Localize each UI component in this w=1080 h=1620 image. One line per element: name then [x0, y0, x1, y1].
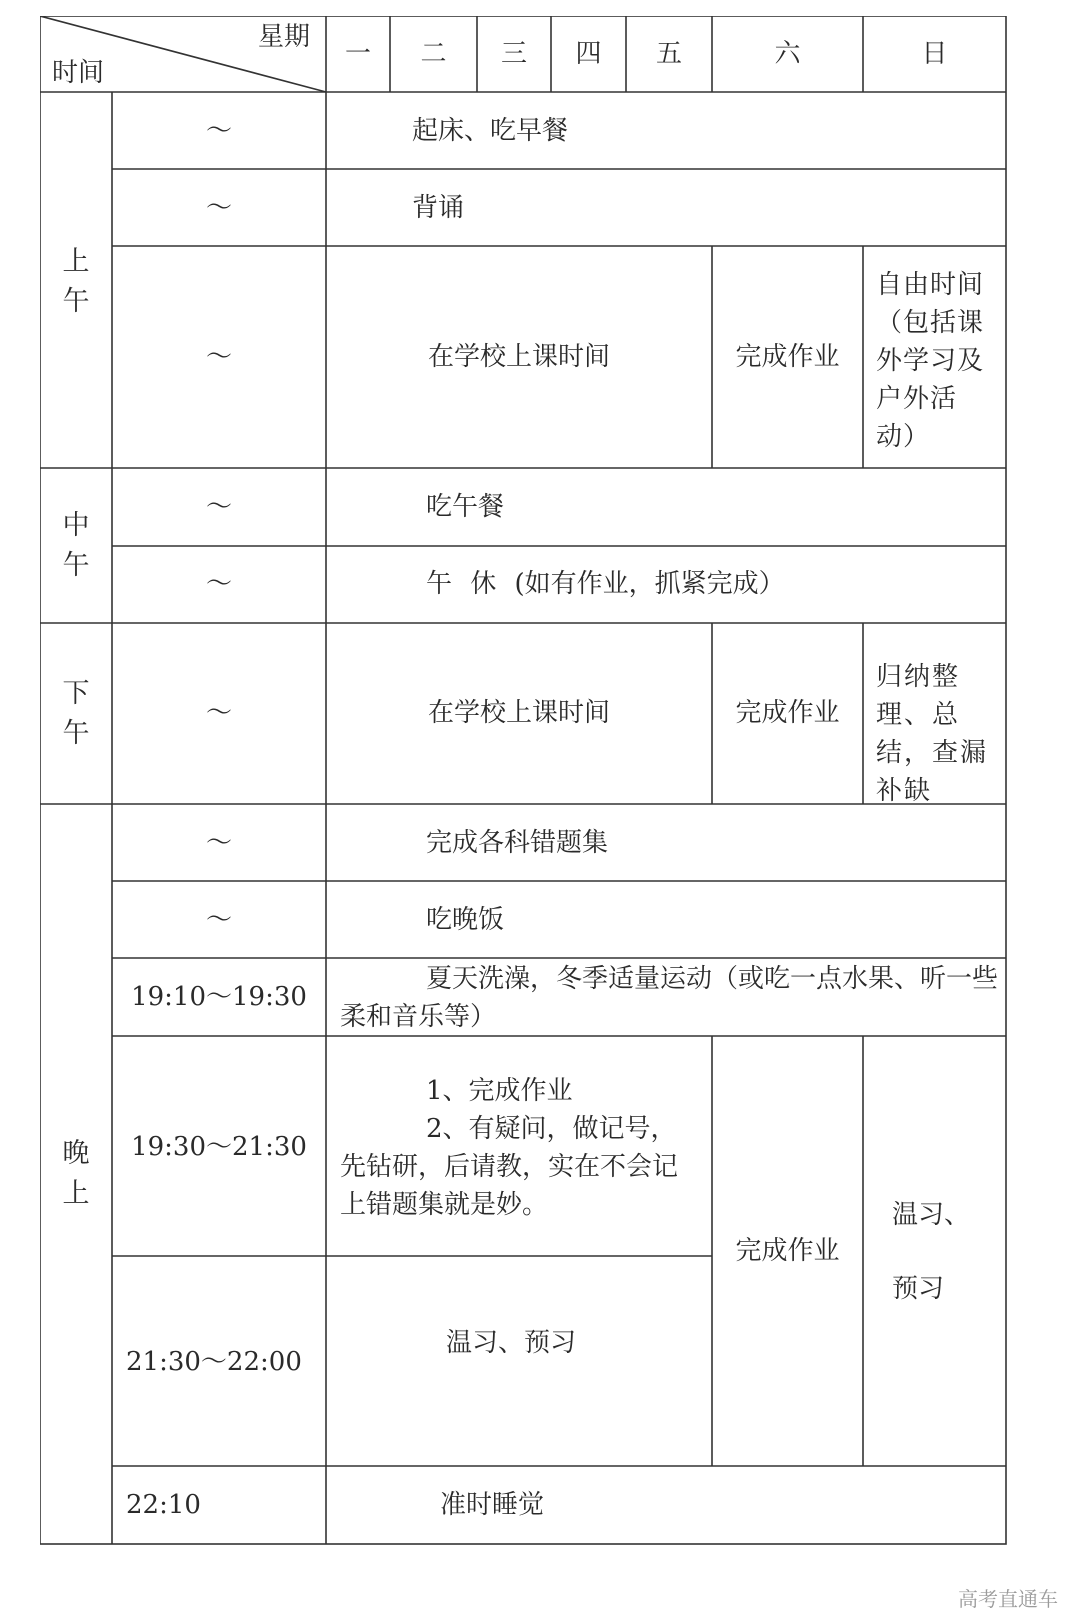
- activity-cell-saturday: 完成作业: [735, 1236, 840, 1266]
- activity-line: 2、有疑问，做记号，先钻研，后请教，实在不会记上错题集就是妙。: [340, 1114, 679, 1220]
- activity-cell: 准时睡觉: [440, 1490, 545, 1520]
- activity-cell: 完成各科错题集: [426, 828, 609, 858]
- time-cell: 19:10～19:30: [131, 982, 307, 1012]
- time-cell: ～: [205, 342, 232, 372]
- time-cell: ～: [205, 828, 232, 858]
- day-header: 一: [344, 39, 371, 69]
- time-cell: ～: [205, 116, 232, 146]
- day-header: 五: [655, 39, 682, 69]
- time-cell: ～: [205, 193, 232, 223]
- day-header: 三: [500, 39, 527, 69]
- period-label-afternoon: 下午: [62, 678, 90, 749]
- header-time-label: 时间: [52, 58, 105, 88]
- activity-cell-sunday: 归纳整理、总结，查漏补缺: [876, 662, 989, 806]
- watermark-text: 高考直通车: [958, 1587, 1058, 1611]
- time-cell: 19:30～21:30: [131, 1132, 307, 1162]
- activity-cell-saturday: 完成作业: [735, 698, 840, 728]
- header-week-label: 星期: [258, 22, 311, 52]
- day-header: 六: [774, 39, 801, 69]
- period-label-evening: 晚上: [62, 1138, 90, 1209]
- activity-cell: 背诵: [412, 193, 465, 223]
- time-cell: ～: [205, 698, 232, 728]
- time-cell: 22:10: [126, 1490, 201, 1520]
- activity-line: 1、完成作业: [426, 1076, 573, 1106]
- time-cell: ～: [205, 569, 232, 599]
- activity-cell-saturday: 完成作业: [735, 342, 840, 372]
- activity-cell: 夏天洗澡，冬季适量运动（或吃一点水果、听一些柔和音乐等）: [340, 964, 999, 1032]
- period-label-noon: 中午: [62, 510, 90, 581]
- time-cell: ～: [205, 905, 232, 935]
- activity-cell: 温习、预习: [445, 1328, 576, 1358]
- activity-cell: 起床、吃早餐: [412, 116, 569, 146]
- schedule-table: [40, 16, 1040, 1586]
- activity-cell-sunday: 温习、: [892, 1200, 971, 1230]
- time-cell: 21:30～22:00: [126, 1347, 302, 1377]
- activity-cell-sunday: 自由时间（包括课外学习及户外活动）: [876, 270, 985, 452]
- day-header: 二: [420, 39, 447, 69]
- day-header: 四: [575, 39, 602, 69]
- period-label-morning: 上午: [62, 246, 90, 317]
- activity-cell: 吃午餐: [426, 492, 505, 522]
- day-header: 日: [921, 39, 948, 69]
- activity-cell: 在学校上课时间: [427, 698, 610, 728]
- activity-cell: 在学校上课时间: [427, 342, 610, 372]
- time-cell: ～: [205, 492, 232, 522]
- activity-cell: 吃晚饭: [426, 905, 505, 935]
- activity-cell: 午 休 (如有作业，抓紧完成）: [426, 569, 785, 599]
- activity-cell-sunday: 预习: [892, 1274, 945, 1304]
